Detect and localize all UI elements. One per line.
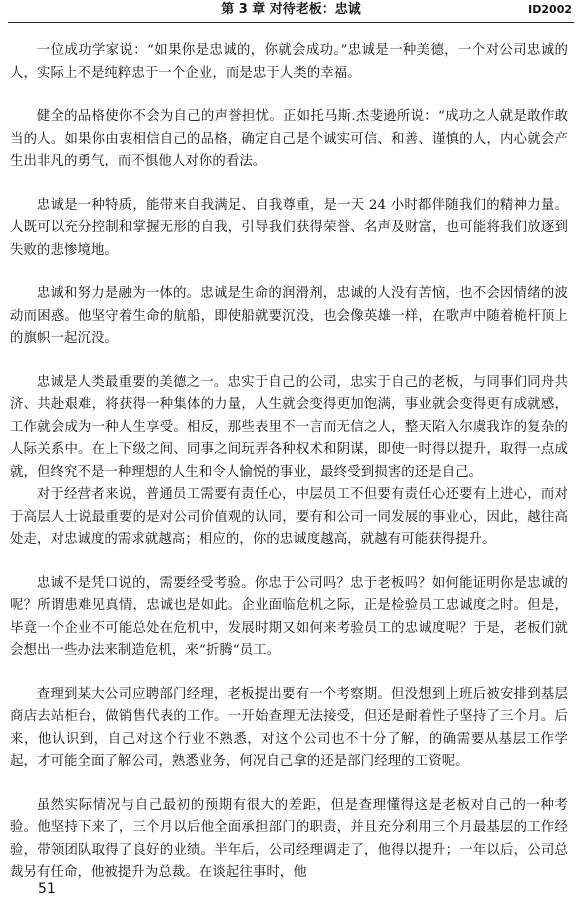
book-code: ID2002 (528, 3, 572, 16)
paragraph-4: 忠诚和努力是融为一体的。忠诚是生命的润滑剂，忠诚的人没有苦恼，也不会因情绪的波动而困惑。他坚守着生命的航船，即使船就要沉没，也会像英雄一样，在歌声中随着桅杆顶上的旗帜一起沉没。 (10, 286, 568, 346)
page-number: 51 (38, 881, 56, 897)
paragraph-2: 健全的品格使你不会为自己的声誉担忧。正如托马斯.杰斐逊所说：“成功之人就是敢作敢当的人。如果你由衷相信自己的品格，确定自己是个诚实可信、和善、谨慎的人，内心就会产生出非凡的勇气，而不惧他人对你的看法。 (10, 109, 568, 169)
paragraph-6: 对于经营者来说，普通员工需要有责任心，中层员工不但要有责任心还要有上进心，而对于高层人士说最重要的是对公司价值观的认同，要有和公司一同发展的事业心，因此，越往高处走，对忠诚度的需求就越高；相应的，你的忠诚度越高，就越有可能获得提升。 (10, 487, 568, 547)
paragraph-1: 一位成功学家说：“如果你是忠诚的，你就会成功。”忠诚是一种美德，一个对公司忠诚的人，实际上不是纯粹忠于一个企业，而是忠于人类的幸福。 (10, 43, 568, 81)
paragraph-8: 查理到某大公司应聘部门经理，老板提出要有一个考察期。但没想到上班后被安排到基层商店去站柜台，做销售代表的工作。一开始查理无法接受，但还是耐着性子坚持了三个月。后来，他认识到，自己对这个行业不熟悉，对这个公司也不十分了解，的确需要从基层工作学起，才可能全面了解公司，熟悉业务，何况自己拿的还是部门经理的工资呢。 (10, 686, 568, 769)
running-header (8, 0, 574, 23)
paragraph-5: 忠诚是人类最重要的美德之一。忠实于自己的公司，忠实于自己的老板，与同事们同舟共济、共赴艰难，将获得一种集体的力量，人生就会变得更加饱满，事业就会变得更有成就感，工作就会成为一种人生享受。相反，那些表里不一言而无信之人，整天陷入尔虞我诈的复杂的人际关系中。在上下级之间、同事之间玩弄各种权术和阴谋，即使一时得以提升，取得一点成就，但终究不是一种理想的人生和令人愉悦的事业，最终受到损害的还是自己。 (10, 374, 568, 480)
body-text (10, 40, 568, 885)
paragraph-9: 虽然实际情况与自己最初的预期有很大的差距，但是查理懂得这是老板对自己的一种考验。他坚持下来了，三个月以后他全面承担部门的职责，并且充分利用三个月最基层的工作经验，带领团队取得了良好的业绩。半年后，公司经理调走了，他得以提升；一年以后，公司总裁另有任命，他被提升为总裁。在谈起往事时，他 (10, 797, 568, 880)
paragraph-7: 忠诚不是凭口说的，需要经受考验。你忠于公司吗？忠于老板吗？如何能证明你是忠诚的呢？所谓患难见真情，忠诚也是如此。企业面临危机之际，正是检验员工忠诚度之时。但是，毕竟一个企业不可能总处在危机中，发展时期又如何来考验员工的忠诚度呢？于是，老板们就会想出一些办法来制造危机，来“折腾“员工。 (10, 575, 568, 658)
paragraph-3: 忠诚是一种特质，能带来自我满足、自我尊重，是一天 24 小时都伴随我们的精神力量。人既可以充分控制和掌握无形的自我，引导我们获得荣誉、名声及财富，也可能将我们放逐到失败的悲惨境地。 (10, 197, 568, 258)
chapter-title: 第 3 章 对待老板：忠诚 (221, 2, 361, 17)
